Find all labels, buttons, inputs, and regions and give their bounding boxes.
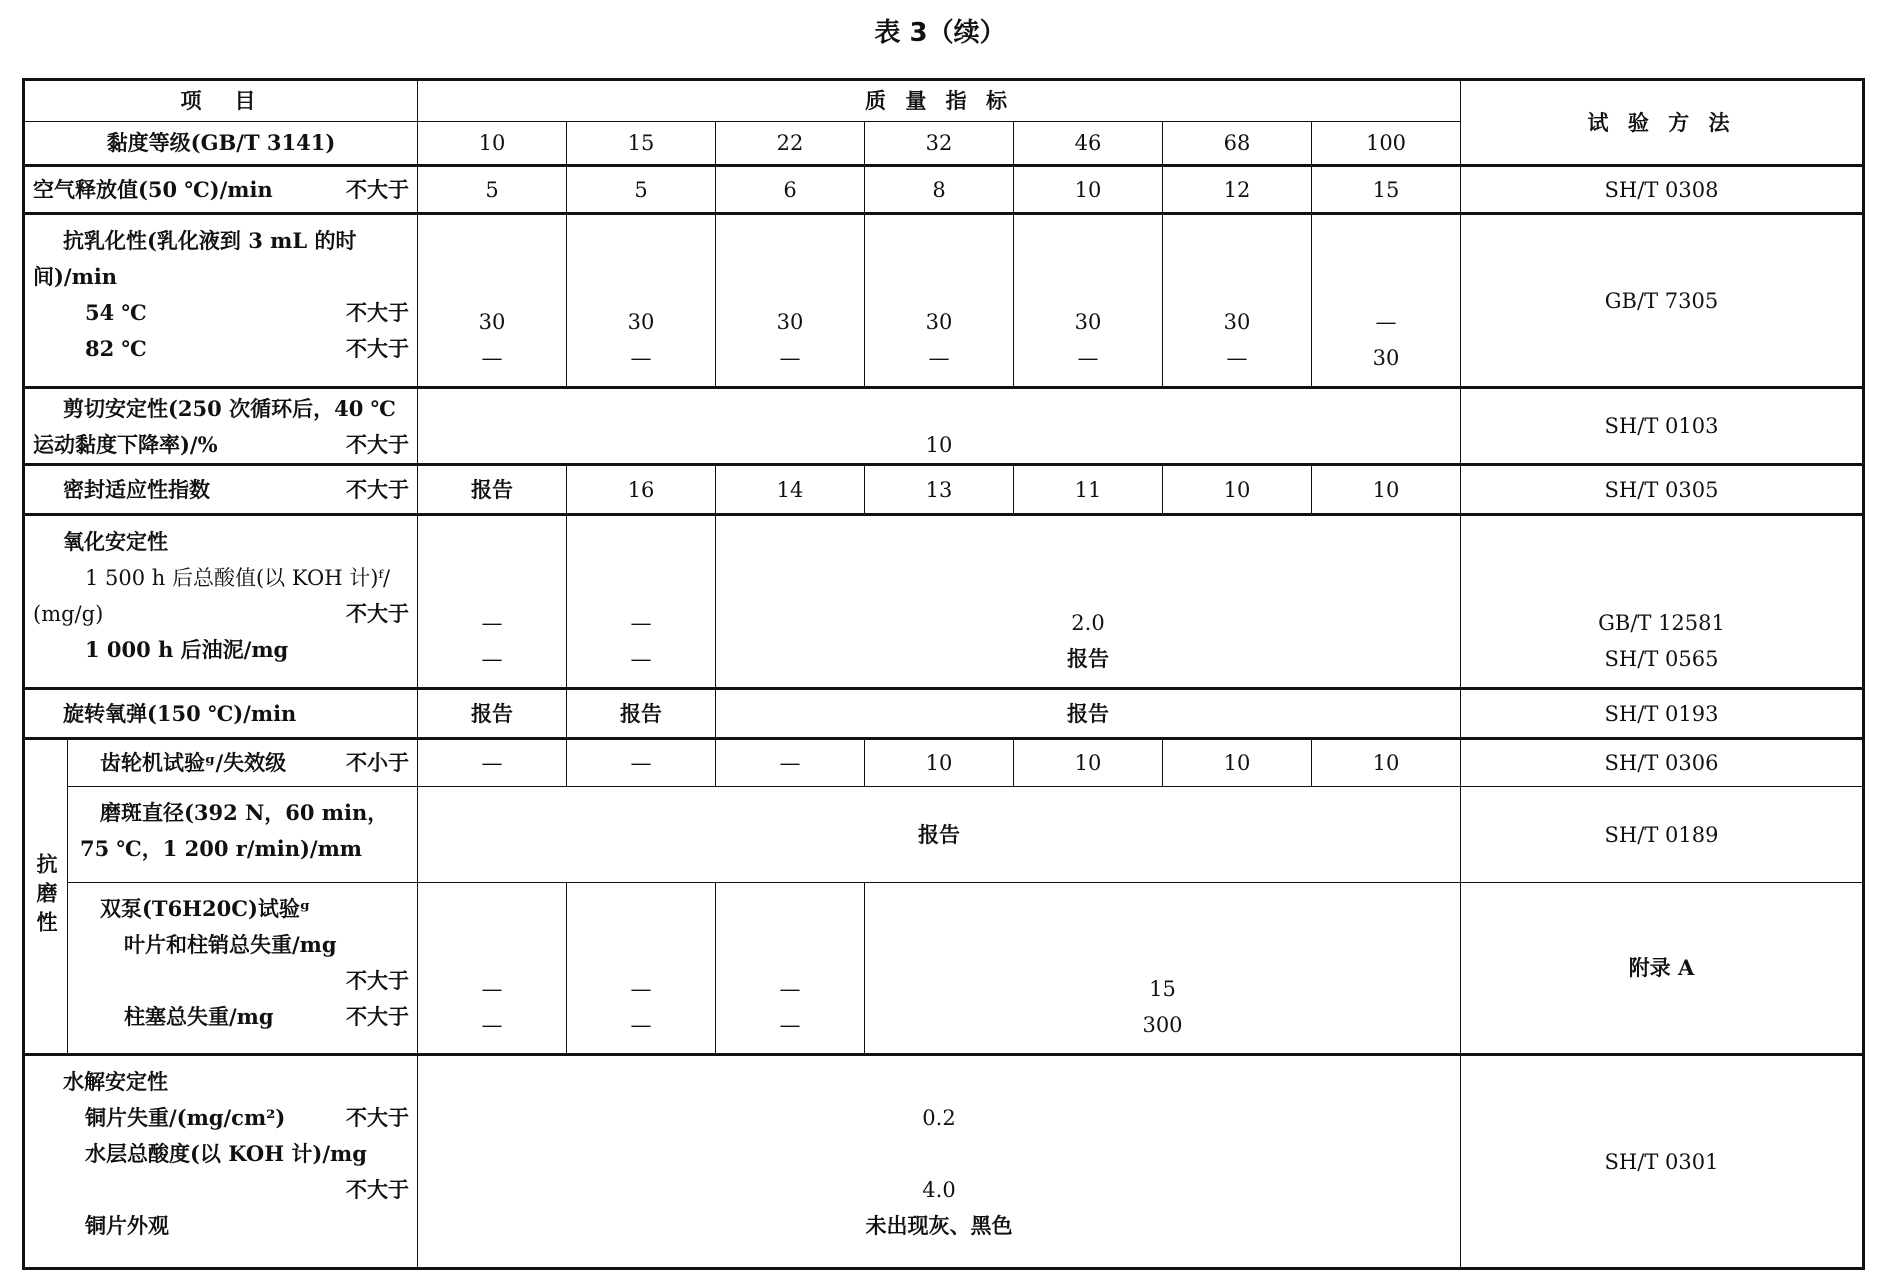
method-cell: SH/T 0301	[1461, 1055, 1864, 1269]
grade-cell: 10	[418, 122, 567, 166]
pump-limit-2: 不大于	[346, 1004, 409, 1029]
table-row	[24, 739, 1864, 787]
value-cell: 12	[1163, 166, 1312, 214]
grade-cell: 100	[1312, 122, 1461, 166]
method-cell: GB/T 7305	[1461, 214, 1864, 388]
value-cell: — —	[418, 883, 567, 1055]
method-cell: SH/T 0308	[1461, 166, 1864, 214]
shear-limit: 不大于	[346, 432, 409, 457]
value-cell: 10	[1312, 465, 1461, 515]
value-cell: 30 —	[567, 214, 716, 388]
merged-value-cell: 报告	[716, 689, 1461, 739]
value-cell: 报告	[567, 689, 716, 739]
rbot-label: 旋转氧弹(150 ℃)/min	[63, 700, 297, 726]
value-cell: 15	[1312, 166, 1461, 214]
method-cell: GB/T 12581 SH/T 0565	[1461, 515, 1864, 689]
gear-label-cell	[68, 739, 418, 787]
header-quality: 质 量 指 标	[418, 80, 1461, 122]
rbot-label-cell	[24, 689, 418, 739]
hydro-sub1: 铜片失重/(mg/cm²)	[85, 1105, 286, 1130]
value-cell: — —	[716, 883, 865, 1055]
table-row	[24, 1055, 1864, 1269]
grade-cell: 22	[716, 122, 865, 166]
oxid-label: 氧化安定性	[63, 529, 168, 554]
value-cell: 13	[865, 465, 1014, 515]
value-cell: —	[716, 739, 865, 787]
value-cell: — —	[418, 515, 567, 689]
air-label-cell	[24, 166, 418, 214]
value-cell: — 30	[1312, 214, 1461, 388]
hydro-label: 水解安定性	[63, 1069, 168, 1094]
pump-label: 双泵(T6H20C)试验ᵍ	[100, 896, 311, 921]
table-title: 表 3（续）	[874, 18, 1006, 48]
value-cell: 10	[1014, 739, 1163, 787]
method-cell: SH/T 0103	[1461, 388, 1864, 465]
value-cell: 10	[1163, 739, 1312, 787]
merged-value-cell: 0.2 4.0 未出现灰、黑色	[418, 1055, 1461, 1269]
hydro-sub3: 铜片外观	[85, 1213, 169, 1238]
header-item: 项 目	[24, 80, 418, 122]
scar-label-l1: 磨斑直径(392 N，60 min，	[100, 800, 389, 825]
table-row	[24, 214, 1864, 388]
demuls-label-l1: 抗乳化性(乳化液到 3 mL 的时	[63, 228, 357, 253]
demuls-sub2: 82 ℃	[85, 336, 147, 361]
antiwear-group-label: 抗磨性	[24, 739, 68, 1055]
merged-value-cell: 10	[418, 388, 1461, 465]
demuls-sub1: 54 ℃	[85, 300, 147, 325]
pump-label-cell	[68, 883, 418, 1055]
hydro-limit-1: 不大于	[346, 1105, 409, 1130]
oxid-sub2: 1 000 h 后油泥/mg	[85, 637, 289, 662]
value-cell: 11	[1014, 465, 1163, 515]
table-row	[24, 515, 1864, 689]
value-cell: 6	[716, 166, 865, 214]
value-cell: 报告	[418, 465, 567, 515]
value-cell: 16	[567, 465, 716, 515]
demuls-label-l2: 间)/min	[33, 264, 118, 289]
value-cell: 5	[418, 166, 567, 214]
value-cell: —	[418, 739, 567, 787]
air-limit: 不大于	[346, 176, 409, 202]
oxid-sub1-l2: (mg/g)	[33, 602, 104, 626]
seal-label-cell	[24, 465, 418, 515]
pump-sub1: 叶片和柱销总失重/mg	[124, 932, 337, 957]
oxid-label-cell	[24, 515, 418, 689]
air-label: 空气释放值(50 ℃)/min	[33, 176, 273, 202]
value-cell: 30 —	[1163, 214, 1312, 388]
oxid-sub1-l1: 1 500 h 后总酸值(以 KOH 计)ᶠ/	[85, 566, 391, 590]
value-cell: — —	[567, 883, 716, 1055]
pump-limit-1: 不大于	[346, 968, 409, 993]
value-cell: — —	[567, 515, 716, 689]
value-cell: 30 —	[716, 214, 865, 388]
grade-cell: 46	[1014, 122, 1163, 166]
merged-value-cell: 报告	[418, 787, 1461, 883]
shear-label-cell	[24, 388, 418, 465]
value-cell: 10	[1312, 739, 1461, 787]
hydro-sub2: 水层总酸度(以 KOH 计)/mg	[85, 1141, 367, 1166]
table-row	[24, 689, 1864, 739]
value-cell: 8	[865, 166, 1014, 214]
value-cell: 30 —	[865, 214, 1014, 388]
shear-label-l1: 剪切安定性(250 次循环后，40 ℃	[63, 396, 396, 421]
table-row	[24, 388, 1864, 465]
shear-label-l2: 运动黏度下降率)/%	[33, 432, 218, 457]
merged-value-cell: 15 300	[865, 883, 1461, 1055]
method-cell: SH/T 0305	[1461, 465, 1864, 515]
value-cell: 30 —	[418, 214, 567, 388]
spec-table	[22, 78, 1865, 1270]
table-row	[24, 787, 1864, 883]
demuls-limit-2: 不大于	[346, 336, 409, 361]
method-cell: SH/T 0189	[1461, 787, 1864, 883]
value-cell: 30 —	[1014, 214, 1163, 388]
value-cell: 10	[865, 739, 1014, 787]
table-row	[24, 166, 1864, 214]
seal-limit: 不大于	[346, 476, 409, 502]
value-cell: 14	[716, 465, 865, 515]
demuls-label-cell	[24, 214, 418, 388]
method-cell: SH/T 0306	[1461, 739, 1864, 787]
header-method: 试 验 方 法	[1461, 80, 1864, 166]
gear-label: 齿轮机试验ᵍ/失效级	[100, 750, 287, 775]
scar-label-l2: 75 ℃，1 200 r/min)/mm	[80, 836, 363, 861]
value-cell: 10	[1014, 166, 1163, 214]
value-cell: 报告	[418, 689, 567, 739]
grade-cell: 32	[865, 122, 1014, 166]
value-cell: —	[567, 739, 716, 787]
gear-limit: 不小于	[346, 750, 409, 775]
value-cell: 10	[1163, 465, 1312, 515]
hydro-label-cell	[24, 1055, 418, 1269]
pump-sub2: 柱塞总失重/mg	[124, 1004, 274, 1029]
header-grade-label: 黏度等级(GB/T 3141)	[24, 122, 418, 166]
hydro-limit-2: 不大于	[346, 1177, 409, 1202]
value-cell: 5	[567, 166, 716, 214]
scar-label-cell	[68, 787, 418, 883]
merged-value-cell: 2.0 报告	[716, 515, 1461, 689]
method-cell: 附录 A	[1461, 883, 1864, 1055]
grade-cell: 15	[567, 122, 716, 166]
method-cell: SH/T 0193	[1461, 689, 1864, 739]
grade-cell: 68	[1163, 122, 1312, 166]
seal-label: 密封适应性指数	[63, 476, 210, 502]
demuls-limit-1: 不大于	[346, 300, 409, 325]
oxid-limit: 不大于	[346, 601, 409, 626]
table-row	[24, 465, 1864, 515]
table-row	[24, 883, 1864, 1055]
